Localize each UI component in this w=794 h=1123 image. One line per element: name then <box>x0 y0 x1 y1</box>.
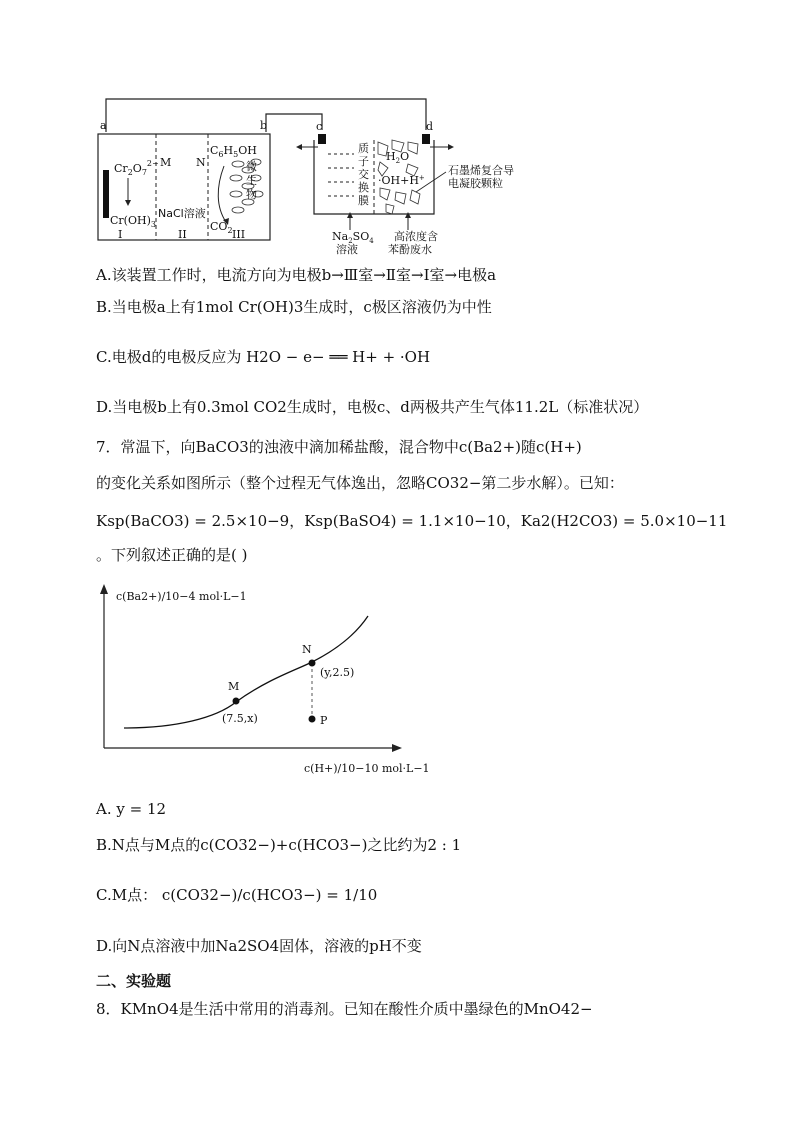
membrane-N-label: N <box>196 156 206 169</box>
svg-text:子: 子 <box>358 155 369 168</box>
svg-text:交: 交 <box>358 168 369 181</box>
electrode-a-label: a <box>100 119 107 132</box>
point-M-label: M <box>228 680 240 693</box>
svg-text:III: III <box>232 228 246 241</box>
x-axis-label: c(H+)/10−10 mol·L−1 <box>304 762 430 775</box>
svg-text:微: 微 <box>246 160 257 173</box>
svg-text:高浓度含: 高浓度含 <box>394 230 438 243</box>
point-N-coord: (y,2.5) <box>320 666 355 679</box>
q7-option-c: C.M点： c(CO32−)/c(HCO3−) = 1/10 <box>96 886 378 904</box>
svg-text:物: 物 <box>246 188 257 201</box>
svg-text:·OH+H+: ·OH+H+ <box>378 174 425 187</box>
svg-text:Cr2O72−: $Cr_2O_7^{2-}$ <box>114 159 159 177</box>
point-N-label: N <box>302 643 312 656</box>
svg-text:膜: 膜 <box>358 194 369 207</box>
svg-text:换: 换 <box>358 181 369 194</box>
svg-text:苯酚废水: 苯酚废水 <box>388 243 432 256</box>
svg-text:I: I <box>118 228 123 241</box>
svg-text:CO2: $CO_2$ <box>210 220 233 235</box>
point-M <box>233 698 240 705</box>
q7-constants: Ksp(BaCO3) = 2.5×10−9，Ksp(BaSO4) = 1.1×10−10，Ka2(H2CO3) = 5.0×10−11 <box>96 512 728 530</box>
y-axis-label: c(Ba2+)/10−4 mol·L−1 <box>116 590 247 603</box>
q7-option-b: B.N点与M点的c(CO32−)+c(HCO3−)之比约为2 : 1 <box>96 836 462 854</box>
svg-text:Cr(OH)3: $Cr(OH)_3$ <box>110 214 156 229</box>
svg-text:石墨烯复合导: 石墨烯复合导 <box>448 164 514 177</box>
q7-stem-line4: 。下列叙述正确的是( ) <box>96 546 248 564</box>
q7-stem-line1: 7．常温下，向BaCO3的浊液中滴加稀盐酸，混合物中c(Ba2+)随c(H+) <box>96 438 582 456</box>
svg-text:Na2SO4: $Na_2SO_4$ <box>332 230 374 245</box>
q6-option-a: A.该装置工作时，电流方向为电极b→Ⅲ室→Ⅱ室→Ⅰ室→电极a <box>96 266 497 284</box>
svg-text:H2O: $H_2O$ <box>386 150 410 165</box>
point-N <box>309 660 316 667</box>
point-M-coord: (7.5,x) <box>222 712 258 725</box>
ba-concentration-graph <box>96 578 436 778</box>
point-P <box>309 716 316 723</box>
q6-option-b: B.当电极a上有1mol Cr(OH)3生成时，c极区溶液仍为中性 <box>96 298 492 316</box>
point-P-label: P <box>320 714 328 727</box>
nacl-solution-label: NaCl溶液 <box>158 207 206 220</box>
svg-text:生: 生 <box>246 174 257 187</box>
membrane-M-label: M <box>160 156 172 169</box>
electrode-d-label: d <box>426 120 434 133</box>
electrode-c-label: c <box>316 120 323 133</box>
svg-text:C6H5OH: $C_6H_5OH$ <box>210 144 257 159</box>
svg-text:溶液: 溶液 <box>336 243 358 256</box>
electrode-b-label: b <box>260 119 268 132</box>
q7-option-d: D.向N点溶液中加Na2SO4固体，溶液的pH不变 <box>96 937 422 955</box>
electrolytic-cell-diagram <box>96 92 556 262</box>
q7-option-a: A. y = 12 <box>96 800 167 818</box>
svg-text:II: II <box>178 228 187 241</box>
svg-text:质: 质 <box>358 142 369 155</box>
q6-option-c: C.电极d的电极反应为 H2O − e− ══ H+ + ·OH <box>96 348 431 366</box>
q8-stem: 8．KMnO4是生活中常用的消毒剂。已知在酸性介质中墨绿色的MnO42− <box>96 1000 593 1018</box>
q7-stem-line2: 的变化关系如图所示（整个过程无气体逸出，忽略CO32−第二步水解）。已知： <box>96 474 624 492</box>
q6-option-d: D.当电极b上有0.3mol CO2生成时，电极c、d两极共产生气体11.2L（标准状况） <box>96 398 649 416</box>
section-title: 二、实验题 <box>96 972 172 990</box>
svg-text:电凝胶颗粒: 电凝胶颗粒 <box>448 177 503 190</box>
